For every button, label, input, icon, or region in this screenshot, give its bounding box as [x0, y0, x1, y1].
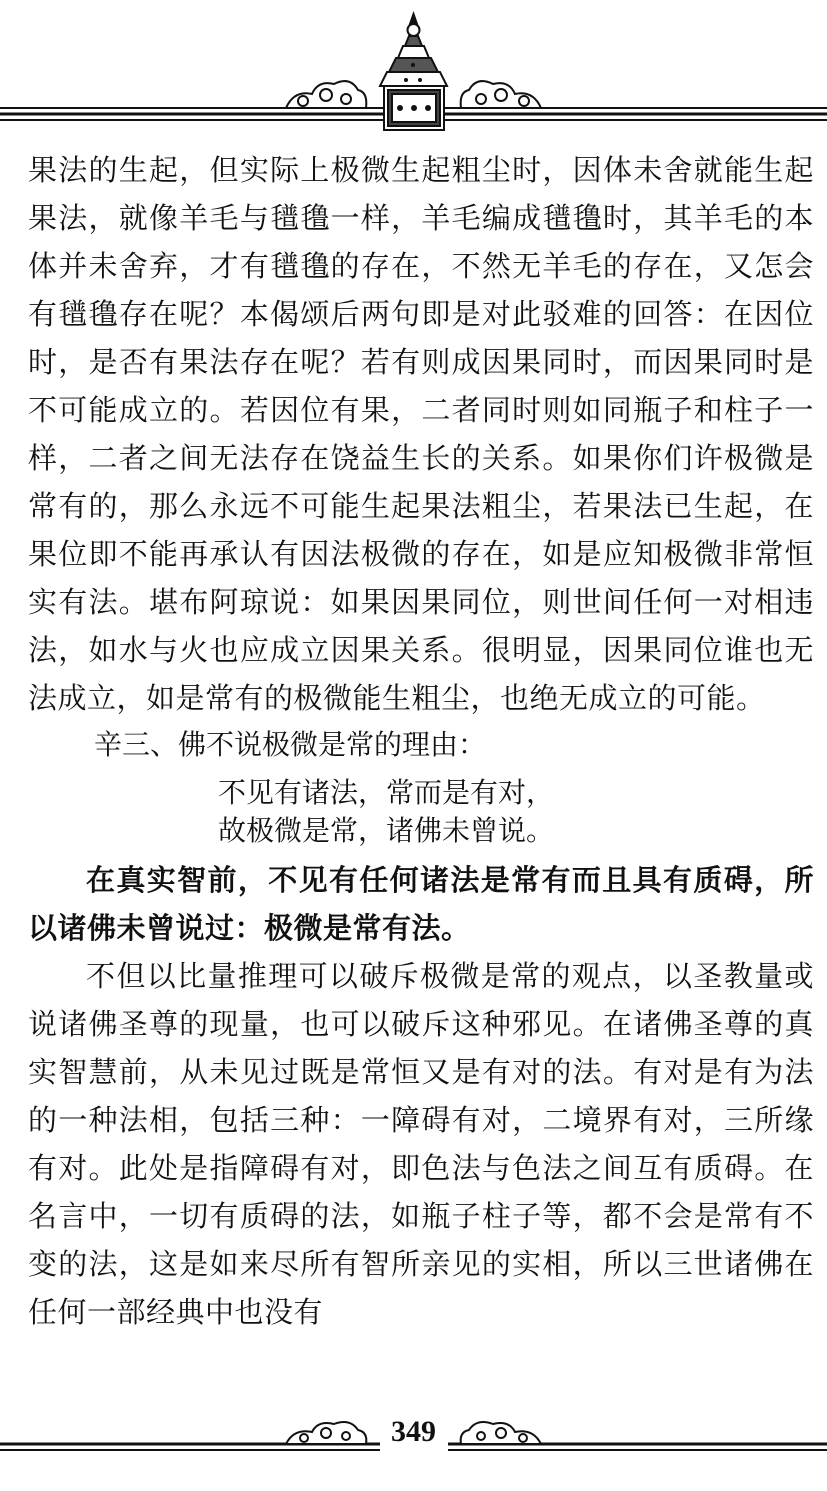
paragraph-explanation: 不但以比量推理可以破斥极微是常的观点，以圣教量或说诸佛圣尊的现量，也可以破斥这种邪见。在诸佛圣尊的真实智慧前，从未见过既是常恒又是有对的法。有对是有为法的一种法相，包括三种：一障碍有对，二境界有对，三所缘有对。此处是指障碍有对，即色法与色法之间互有质碍。在名言中，一切有质碍的法，如瓶子柱子等，都不会是常有不变的法，这是如来尽所有智所亲见的实相，所以三世诸佛在任何一部经典中也没有	[28, 959, 814, 1329]
left-cloud-scroll-icon	[286, 81, 366, 108]
right-cloud-scroll-icon	[461, 81, 541, 108]
verse-line: 故极微是常，诸佛未曾说。	[218, 814, 555, 847]
verse-commentary-bold: 在真实智前，不见有任何诸法是常有而且具有质碍，所以诸佛未曾说过：极微是常有法。	[28, 863, 814, 945]
section-heading: 辛三、佛不说极微是常的理由：	[94, 728, 487, 761]
paragraph-continued: 果法的生起，但实际上极微生起粗尘时，因体未舍就能生起果法，就像羊毛与氆氇一样，羊毛编成氆氇时，其羊毛的本体并未舍弃，才有氆氇的存在，不然无羊毛的存在，又怎会有氆氇存在呢？本偈颂后两句即是对此驳难的回答：在因位时，是否有果法存在呢？若有则成因果同时，而因果同时是不可能成立的。若因位有果，二者同时则如同瓶子和柱子一样，二者之间无法存在饶益生长的关系。如果你们许极微是常有的，那么永远不可能生起果法粗尘，若果法已生起，在果位即不能再承认有因法极微的存在，如是应知极微非常恒实有法。堪布阿琼说：如果因果同位，则世间任何一对相违法，如水与火也应成立因果关系。很明显，因果同位谁也无法成立，如是常有的极微能生粗尘，也绝无成立的可能。	[28, 153, 814, 715]
verse-line: 不见有诸法，常而是有对，	[218, 776, 555, 809]
page-body	[28, 146, 814, 1336]
page-number: 349	[391, 1415, 436, 1448]
verse	[28, 774, 814, 850]
page-header-ornament	[0, 0, 827, 140]
stupa-ornament-icon	[0, 0, 827, 140]
